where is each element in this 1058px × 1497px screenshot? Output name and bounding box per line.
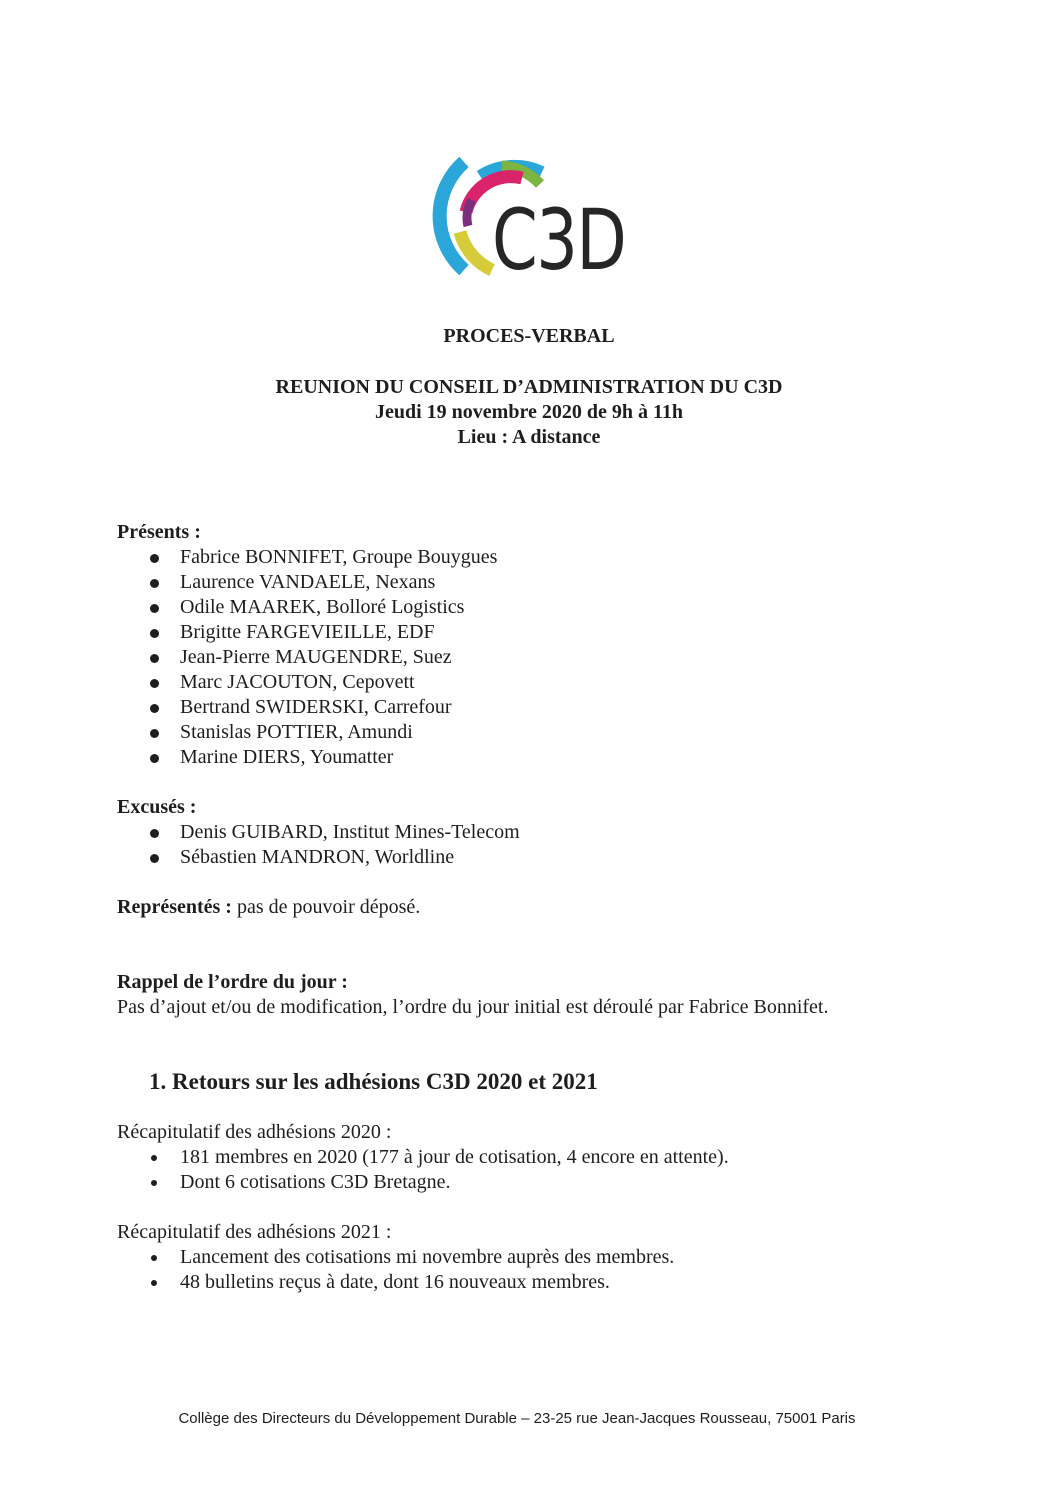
list-item: Dont 6 cotisations C3D Bretagne. [117, 1170, 997, 1195]
list-item: Denis GUIBARD, Institut Mines-Telecom [117, 820, 997, 845]
bullet-icon [151, 1180, 157, 1186]
bullet-icon [150, 629, 159, 638]
meeting-date: Jeudi 19 novembre 2020 de 9h à 11h [375, 401, 683, 423]
list-item: Bertrand SWIDERSKI, Carrefour [117, 695, 997, 720]
document-type: PROCES-VERBAL [443, 325, 615, 347]
list-item: 48 bulletins reçus à date, dont 16 nouveaux membres. [117, 1270, 997, 1295]
representes-line [117, 895, 997, 920]
meeting-header [0, 375, 1058, 450]
list-item: Laurence VANDAELE, Nexans [117, 570, 997, 595]
bullet-icon [150, 729, 159, 738]
representes-text: pas de pouvoir déposé. [231, 896, 421, 918]
representes-label: Représentés : [117, 896, 232, 918]
recap-2021-label: Récapitulatif des adhésions 2021 : [117, 1221, 392, 1243]
bullet-icon [150, 854, 159, 863]
list-item: Marine DIERS, Youmatter [117, 745, 997, 770]
list-item: Brigitte FARGEVIEILLE, EDF [117, 620, 997, 645]
bullet-icon [150, 679, 159, 688]
minutes-body [117, 520, 997, 1295]
recap-2020-list [117, 1145, 997, 1195]
ordre-du-jour-text: Pas d’ajout et/ou de modification, l’ordre du jour initial est déroulé par Fabrice Bonnifet. [117, 996, 829, 1018]
bullet-icon [150, 829, 159, 838]
footer-address: Collège des Directeurs du Développement Durable – 23-25 rue Jean-Jacques Rousseau, 75001 Paris [178, 1410, 856, 1427]
excuses-label: Excusés : [117, 796, 197, 818]
list-item: Marc JACOUTON, Cepovett [117, 670, 997, 695]
recap-2020-label: Récapitulatif des adhésions 2020 : [117, 1121, 392, 1143]
bullet-icon [151, 1255, 157, 1261]
logo-wordmark: C3D [492, 191, 626, 289]
list-item: Sébastien MANDRON, Worldline [117, 845, 997, 870]
list-item: Odile MAAREK, Bolloré Logistics [117, 595, 997, 620]
bullet-icon [150, 579, 159, 588]
section-1-heading: 1. Retours sur les adhésions C3D 2020 et 2021 [149, 1069, 598, 1094]
bullet-icon [150, 554, 159, 563]
ordre-du-jour-label: Rappel de l’ordre du jour : [117, 971, 348, 993]
bullet-icon [150, 654, 159, 663]
bullet-icon [150, 754, 159, 763]
bullet-icon [151, 1155, 157, 1161]
bullet-icon [150, 604, 159, 613]
presents-label: Présents : [117, 521, 201, 543]
list-item: Fabrice BONNIFET, Groupe Bouygues [117, 545, 997, 570]
presents-list [117, 545, 997, 770]
excuses-list [117, 820, 997, 870]
list-item: 181 membres en 2020 (177 à jour de cotisation, 4 encore en attente). [117, 1145, 997, 1170]
meeting-place: Lieu : A distance [457, 426, 601, 448]
recap-2021-list [117, 1245, 997, 1295]
bullet-icon [150, 704, 159, 713]
page-footer [0, 1410, 1058, 1427]
list-item: Lancement des cotisations mi novembre auprès des membres. [117, 1245, 997, 1270]
meeting-title: REUNION DU CONSEIL D’ADMINISTRATION DU C3D [275, 376, 783, 398]
list-item: Jean-Pierre MAUGENDRE, Suez [117, 645, 997, 670]
bullet-icon [151, 1280, 157, 1286]
list-item: Stanislas POTTIER, Amundi [117, 720, 997, 745]
